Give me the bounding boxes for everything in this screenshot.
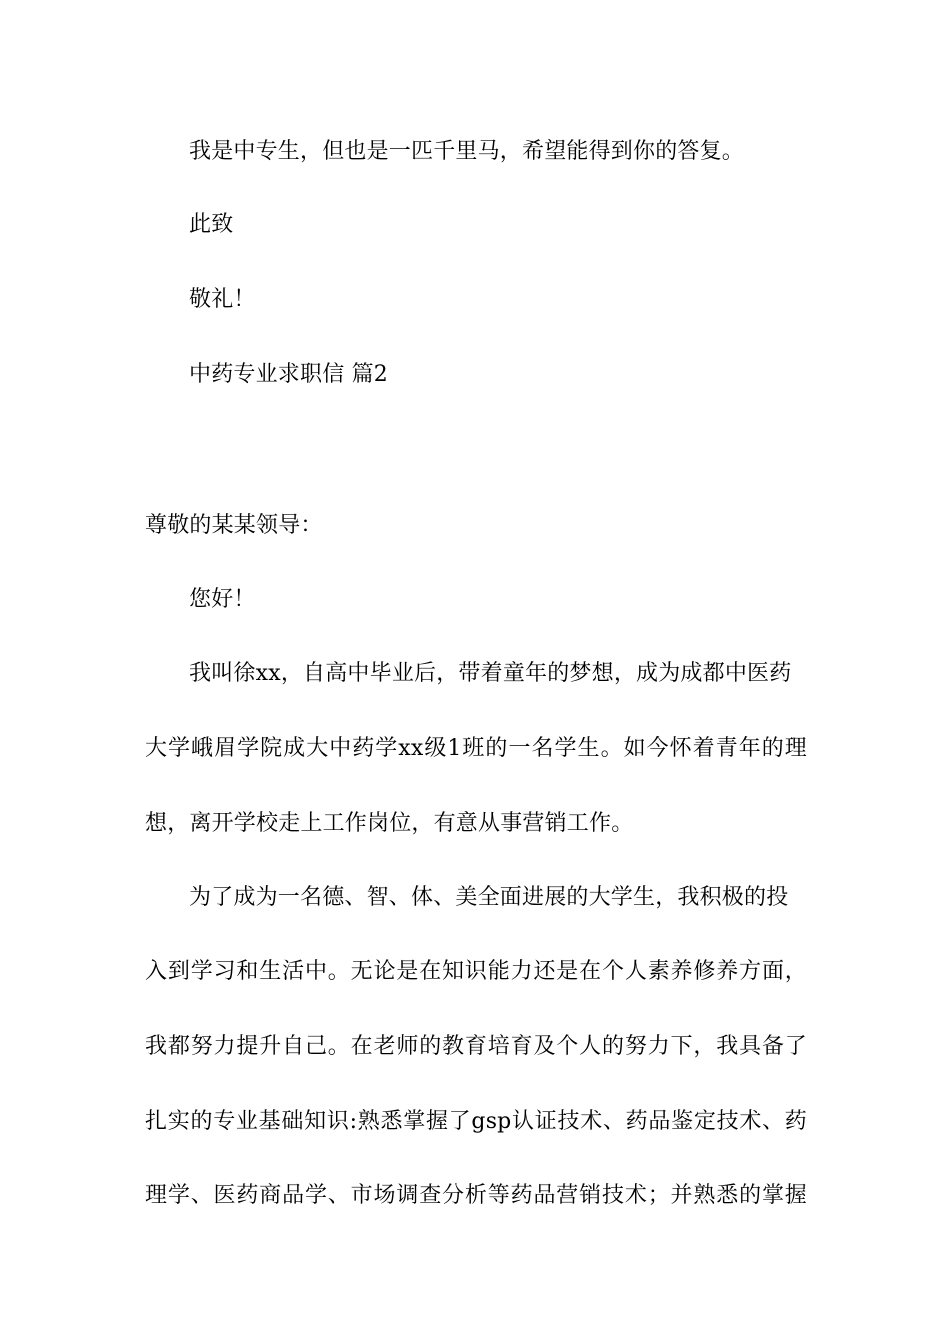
letter-hello: 您好！: [189, 587, 256, 612]
closing-remark: 我是中专生，但也是一匹千里马，希望能得到你的答复。: [189, 139, 745, 164]
salutation-closing: 此致: [189, 212, 234, 237]
salutation-regards: 敬礼！: [189, 287, 256, 312]
paragraph-line: 我叫徐xx，自高中毕业后，带着童年的梦想，成为成都中医药: [189, 661, 792, 686]
paragraph-line: 想，离开学校走上工作岗位，有意从事营销工作。: [145, 811, 634, 836]
letter-greeting: 尊敬的某某领导：: [145, 513, 323, 538]
paragraph-line: 入到学习和生活中。无论是在知识能力还是在个人素养修养方面，: [145, 959, 807, 984]
paragraph-line: 大学峨眉学院成大中药学xx级1班的一名学生。如今怀着青年的理: [145, 736, 807, 761]
paragraph-line: 我都努力提升自己。在老师的教育培育及个人的努力下，我具备了: [145, 1034, 807, 1059]
section-heading: 中药专业求职信 篇2: [189, 362, 388, 387]
paragraph-line: 理学、医药商品学、市场调查分析等药品营销技术；并熟悉的掌握: [145, 1183, 807, 1208]
paragraph-line: 为了成为一名德、智、体、美全面进展的大学生，我积极的投: [189, 885, 789, 910]
paragraph-line: 扎实的专业基础知识:熟悉掌握了gsp认证技术、药品鉴定技术、药: [145, 1109, 807, 1134]
